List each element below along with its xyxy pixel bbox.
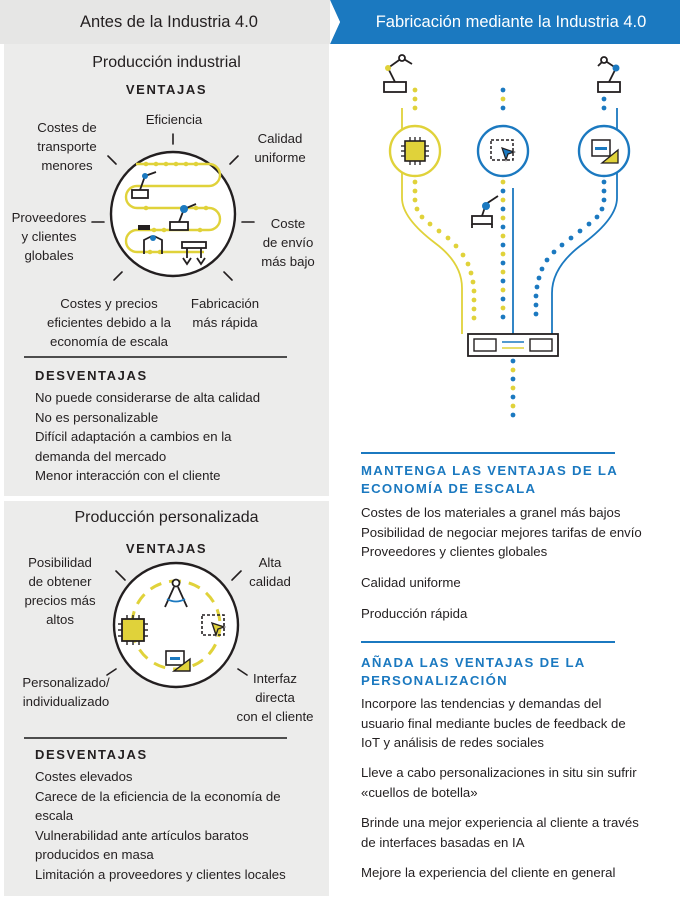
design-tools-icon	[579, 126, 629, 176]
label-economy-of-scale	[34, 294, 184, 351]
personalized-production-panel	[4, 501, 329, 896]
scale-item: Posibilidad de negociar mejores tarifas de envío	[361, 524, 642, 540]
robot-arm-icon	[384, 55, 412, 92]
label-transport-line: Costes de	[37, 120, 97, 135]
chip-icon	[390, 126, 440, 176]
label-uniform-quality	[244, 129, 316, 167]
personalized-divider	[24, 737, 287, 739]
label-scale-line: economía de escala	[49, 334, 169, 349]
personal-heading-line: AÑADA LAS VENTAJAS DE LA	[361, 655, 586, 670]
label-transport	[28, 118, 106, 175]
disadvantage-item: No es personalizable	[35, 409, 159, 425]
personal-item-line: Brinde una mejor experiencia al cliente a través	[361, 815, 639, 830]
personal-item-ai	[361, 813, 680, 852]
industrial-disadvantages-label: DESVENTAJAS	[35, 368, 148, 383]
label-transport-line: menores	[41, 158, 93, 173]
label-faster-line: más rápida	[192, 315, 258, 330]
label-scale-line: Costes y precios	[60, 296, 158, 311]
chip-icon	[118, 615, 148, 645]
scale-heading-line: MANTENGA LAS VENTAJAS DE LA	[361, 463, 619, 478]
disadvantage-item: Menor interacción con el cliente	[35, 468, 221, 483]
label-high-quality	[240, 553, 300, 591]
label-suppliers-line: globales	[24, 248, 74, 263]
industrial-title: Producción industrial	[92, 54, 241, 71]
disadvantage-item: No puede considerarse de alta calidad	[35, 390, 261, 405]
scale-item: Proveedores y clientes globales	[361, 544, 548, 559]
scale-section-heading	[361, 462, 661, 498]
scale-item: Producción rápida	[361, 606, 468, 621]
scale-items-group	[361, 503, 680, 562]
label-interface-line: directa	[255, 690, 295, 705]
label-higher-prices	[18, 553, 102, 629]
scale-section-rule	[361, 452, 615, 454]
header-left	[0, 0, 338, 44]
disadvantage-item: Vulnerabilidad ante artículos baratos	[35, 827, 249, 843]
personalized-advantages-label: VENTAJAS	[125, 541, 208, 556]
label-customized	[10, 673, 122, 711]
disadvantage-item: Carece de la eficiencia de la economía de	[35, 788, 281, 804]
scale-item: Calidad uniforme	[361, 575, 461, 590]
label-price-line: precios más	[24, 593, 96, 608]
label-custom-line: individualizado	[22, 694, 110, 709]
label-quality-line: uniforme	[254, 150, 306, 165]
personalized-disadvantages-list	[35, 767, 286, 884]
disadvantage-item: Difícil adaptación a cambios en la	[35, 429, 232, 444]
personal-heading-line: PERSONALIZACIÓN	[361, 673, 508, 688]
label-interface-line: Interfaz	[253, 671, 297, 686]
label-custom-line: Personalizado/	[22, 675, 110, 690]
label-direct-interface	[226, 669, 324, 726]
industrial-divider	[24, 356, 287, 358]
industry40-flow-diagram	[340, 48, 670, 438]
label-quality-line: Alta	[258, 555, 282, 570]
label-shipping-line: Coste	[270, 216, 306, 231]
label-faster-line: Fabricación	[190, 296, 260, 311]
disadvantage-item: Costes elevados	[35, 769, 133, 784]
robot-arm-icon	[472, 196, 498, 228]
personal-item-experience: Mejore la experiencia del cliente en general	[361, 865, 616, 880]
label-faster-manufacturing	[182, 294, 268, 332]
industrial-disadvantages-list	[35, 388, 260, 486]
header-right-title: Fabricación mediante la Industria 4.0	[375, 13, 647, 31]
label-quality-line: calidad	[249, 574, 291, 589]
label-shipping-line: más bajo	[261, 254, 315, 269]
label-suppliers-line: y clientes	[21, 229, 77, 244]
disadvantage-item: producidos en masa	[35, 847, 154, 862]
label-efficiency: Eficiencia	[145, 112, 203, 127]
personal-item-line: IoT y análisis de redes sociales	[361, 735, 545, 750]
cursor-selection-icon	[478, 126, 528, 176]
personal-item-line: de interfaces basadas en IA	[361, 834, 525, 850]
label-shipping-line: de envío	[262, 235, 314, 250]
personalized-title: Producción personalizada	[74, 509, 259, 526]
industrial-circle	[111, 152, 235, 276]
label-global-suppliers	[8, 208, 90, 265]
label-interface-line: con el cliente	[236, 709, 314, 724]
header-left-title: Antes de la Industria 4.0	[80, 13, 258, 31]
merge-output-box	[468, 334, 558, 356]
blue-dotted-stream	[534, 88, 607, 317]
scale-heading-line: ECONOMÍA DE ESCALA	[361, 481, 537, 496]
personal-item-line: usuario final mediante bucles de feedback de	[361, 715, 626, 731]
scale-item: Costes de los materiales a granel más bajos	[361, 505, 621, 520]
label-scale-line: eficientes debido a la	[47, 315, 171, 330]
personal-item-line: «cuellos de botella»	[361, 784, 478, 800]
industrial-production-panel	[4, 44, 329, 496]
label-price-line: Posibilidad	[28, 555, 92, 570]
robot-arm-icon	[598, 57, 620, 92]
disadvantage-item: escala	[35, 808, 74, 823]
personal-item-line: Incorpore las tendencias y demandas del	[361, 696, 602, 711]
personal-section-rule	[361, 641, 615, 643]
personal-item-iot	[361, 694, 680, 753]
label-shipping-cost	[254, 214, 322, 271]
disadvantage-item: demanda del mercado	[35, 448, 167, 464]
label-transport-line: transporte	[37, 139, 97, 154]
personalized-disadvantages-label: DESVENTAJAS	[35, 747, 148, 762]
label-price-line: de obtener	[28, 574, 92, 589]
disadvantage-item: Limitación a proveedores y clientes locales	[35, 866, 286, 882]
personal-section-heading	[361, 654, 661, 690]
label-price-line: altos	[46, 612, 74, 627]
industrial-advantages-label: VENTAJAS	[125, 82, 208, 97]
personal-item-line: Lleve a cabo personalizaciones in situ sin sufrir	[361, 765, 637, 780]
label-suppliers-line: Proveedores	[11, 210, 87, 225]
personal-item-onsite	[361, 763, 680, 802]
header-right	[330, 0, 680, 44]
label-quality-line: Calidad	[257, 131, 303, 146]
